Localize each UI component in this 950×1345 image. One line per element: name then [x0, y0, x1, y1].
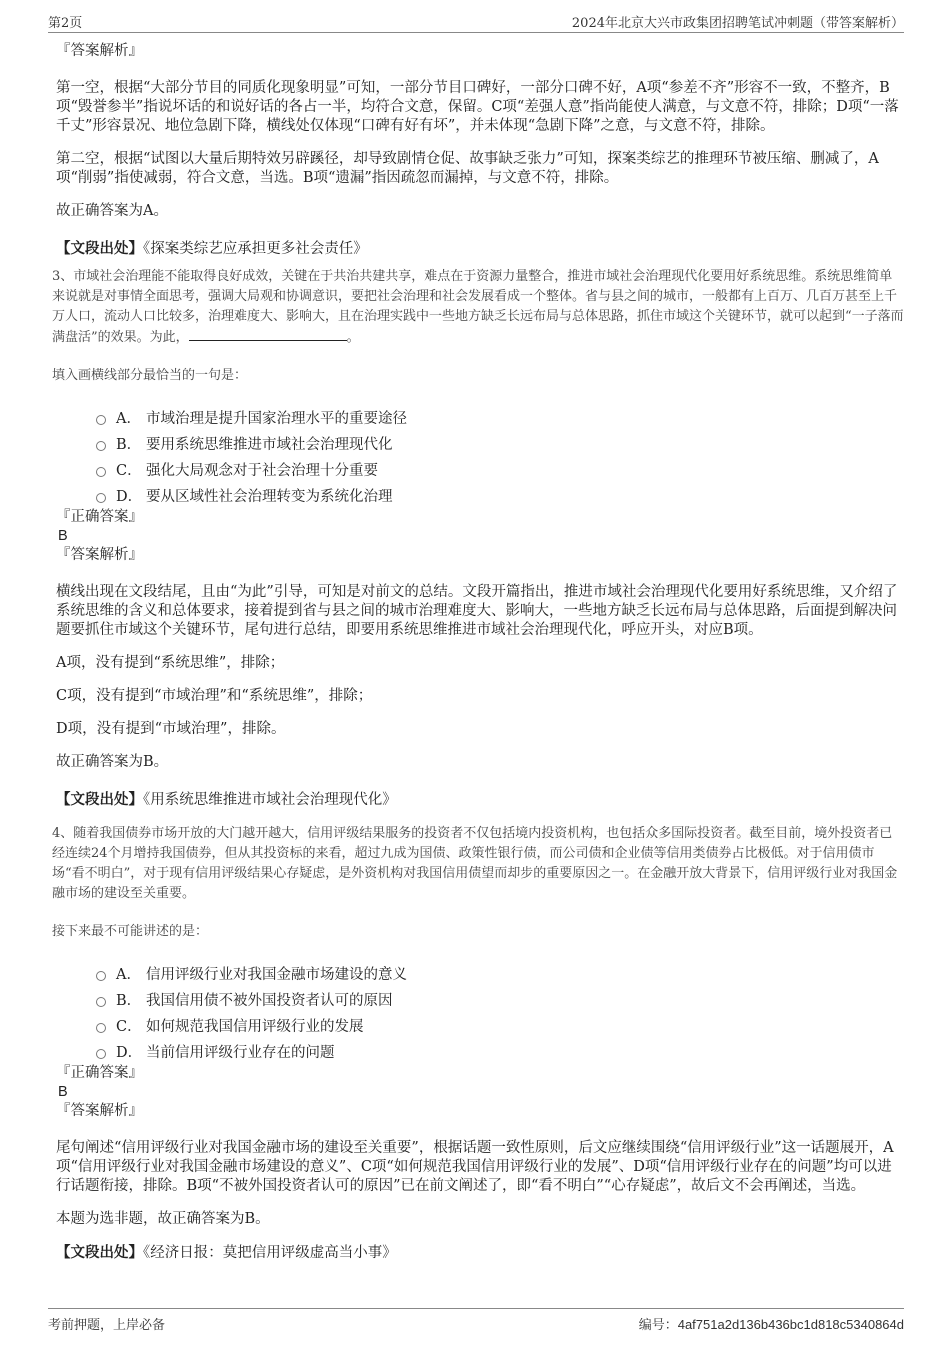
radio-icon[interactable] — [96, 1023, 106, 1033]
source-title: 《探案类综艺应承担更多社会责任》 — [143, 241, 368, 257]
question-text: 3、市域社会治理能不能取得良好成效，关键在于共治共建共享，难点在于资源力量整合，推进市域社会治理现代化要用好系统思维。系统思维简单来说就是对事情全面思考，强调大局观和协调意识，要把社会治理和社会发展看成一个整体。省与县之间的城市，一般都有上百万、几百万甚至上千万人口，流动人口比较多，治理难度大、影响大，且在治理实践中一些地方缺乏长远布局与总体思路，抓住市域这个关键环节，就可以起到“一子落而满盘活”的效果。为此， — [52, 269, 904, 345]
radio-icon[interactable] — [96, 493, 106, 503]
correct-answer-label: 『正确答案』 — [56, 509, 143, 525]
source-line — [56, 1243, 904, 1263]
option-a[interactable]: A． 市域治理是提升国家治理水平的重要途径 — [96, 404, 904, 430]
code-label: 编号： — [638, 1318, 678, 1333]
analysis-label: 『答案解析』 — [56, 1103, 143, 1119]
analysis-label: 『答案解析』 — [56, 547, 143, 563]
analysis-paragraph: 第一空，根据“大部分节目的同质化现象明显”可知，一部分节目口碑好，一部分口碑不好，A项“参差不齐”形容不一致，不整齐，B项“毁誉参半”指说坏话的和说好话的各占一半，均符合文意，保留。C项“差强人意”指尚能使人满意，与文意不符，排除；D项“一落千丈”形容景况、地位急剧下降，横线处仅体现“口碑有好有坏”，并未体现“急剧下降”之意，与文意不符，排除。 — [56, 80, 899, 134]
source-tag: 【文段出处】 — [56, 791, 143, 808]
page-content — [52, 42, 904, 1263]
analysis-paragraph: 横线出现在文段结尾，且由“为此”引导，可知是对前文的总结。文段开篇指出，推进市域社会治理现代化要用好系统思维，又介绍了系统思维的含义和总体要求，接着提到省与县之间的城市治理难度大、影响大，一些地方缺乏长远布局与总体思路，后面提到解决问题要抓住市域这个关键环节，尾句进行总结，即要用系统思维推进市域社会治理现代化，呼应开头，对应B项。 — [56, 584, 898, 638]
option-d[interactable]: D． 当前信用评级行业存在的问题 — [96, 1038, 904, 1064]
question-ask: 接下来最不可能讲述的是： — [52, 924, 209, 939]
source-tag: 【文段出处】 — [56, 1244, 143, 1261]
analysis-paragraph: 尾句阐述“信用评级行业对我国金融市场的建设至关重要”，根据话题一致性原则，后文应继续围绕“信用评级行业”这一话题展开，A项“信用评级行业对我国金融市场建设的意义”、C项“如何规范我国信用评级行业的发展”、D项“信用评级行业存在的问题”均可以进行话题衔接，排除。B项“不被外国投资者认可的原因”已在前文阐述了，即“看不明白”“心存疑虑”，故后文不会再阐述，当选。 — [56, 1140, 894, 1194]
option-b[interactable]: B． 要用系统思维推进市域社会治理现代化 — [96, 430, 904, 456]
fill-blank — [189, 327, 347, 341]
option-a[interactable]: A． 信用评级行业对我国金融市场建设的意义 — [96, 960, 904, 986]
footer-slogan: 考前押题，上岸必备 — [48, 1318, 166, 1333]
page-header — [48, 10, 904, 33]
analysis-paragraph: 第二空，根据“试图以大量后期特效另辟蹊径，却导致剧情仓促、故事缺乏张力”可知，探案类综艺的推理环节被压缩、删减了，A项“削弱”指使减弱，符合文意，当选。B项“遗漏”指因疏忽而漏掉，与文意不符，排除。 — [56, 151, 879, 186]
radio-icon[interactable] — [96, 971, 106, 981]
correct-answer: B — [58, 1084, 68, 1100]
answer-conclusion: 故正确答案为A。 — [56, 203, 168, 219]
page-number: 第2页 — [48, 16, 83, 31]
question-stem: 4、随着我国债券市场开放的大门越开越大，信用评级结果服务的投资者不仅包括境内投资机构，也包括众多国际投资者。截至目前，境外投资者已经连续24个月增持我国债券，但从其投资标的来看，超过九成为国债、政策性银行债，而公司债和企业债等信用类债券占比极低。对于信用债市场“看不明白”，对于现有信用评级结果心存疑虑，是外资机构对我国信用债望而却步的重要原因之一。在金融开放大背景下，信用评级行业对我国金融市场的建设至关重要。 — [52, 826, 898, 901]
source-line — [56, 790, 904, 810]
question-ask: 填入画横线部分最恰当的一句是： — [52, 368, 248, 383]
radio-icon[interactable] — [96, 415, 106, 425]
option-b[interactable]: B． 我国信用债不被外国投资者认可的原因 — [96, 986, 904, 1012]
question-stem — [52, 267, 904, 348]
document-code — [639, 1314, 904, 1333]
option-c[interactable]: C． 如何规范我国信用评级行业的发展 — [96, 1012, 904, 1038]
radio-icon[interactable] — [96, 441, 106, 451]
exclude-line: D项，没有提到“市域治理”，排除。 — [56, 721, 286, 737]
code-value: 4af751a2d136b436bc1d818c5340864d — [677, 1317, 904, 1332]
correct-answer-label: 『正确答案』 — [56, 1065, 143, 1081]
answer-conclusion: 本题为选非题，故正确答案为B。 — [56, 1211, 270, 1227]
exclude-line: A项，没有提到“系统思维”，排除； — [56, 655, 285, 671]
document-title: 2024年北京大兴市政集团招聘笔试冲刺题（带答案解析） — [571, 16, 904, 31]
analysis-label: 『答案解析』 — [56, 43, 143, 59]
option-c[interactable]: C． 强化大局观念对于社会治理十分重要 — [96, 456, 904, 482]
exclude-line: C项，没有提到“市域治理”和“系统思维”，排除； — [56, 688, 373, 704]
source-line — [56, 239, 904, 259]
source-tag: 【文段出处】 — [56, 240, 143, 257]
question-end: 。 — [346, 330, 360, 345]
option-list — [96, 404, 904, 508]
correct-answer: B — [58, 528, 68, 544]
source-title: 《用系统思维推进市域社会治理现代化》 — [143, 792, 397, 808]
option-d[interactable]: D． 要从区域性社会治理转变为系统化治理 — [96, 482, 904, 508]
radio-icon[interactable] — [96, 997, 106, 1007]
radio-icon[interactable] — [96, 467, 106, 477]
radio-icon[interactable] — [96, 1049, 106, 1059]
source-title: 《经济日报：莫把信用评级虚高当小事》 — [143, 1245, 397, 1261]
answer-conclusion: 故正确答案为B。 — [56, 754, 169, 770]
page-footer — [48, 1308, 904, 1331]
option-list — [96, 960, 904, 1064]
